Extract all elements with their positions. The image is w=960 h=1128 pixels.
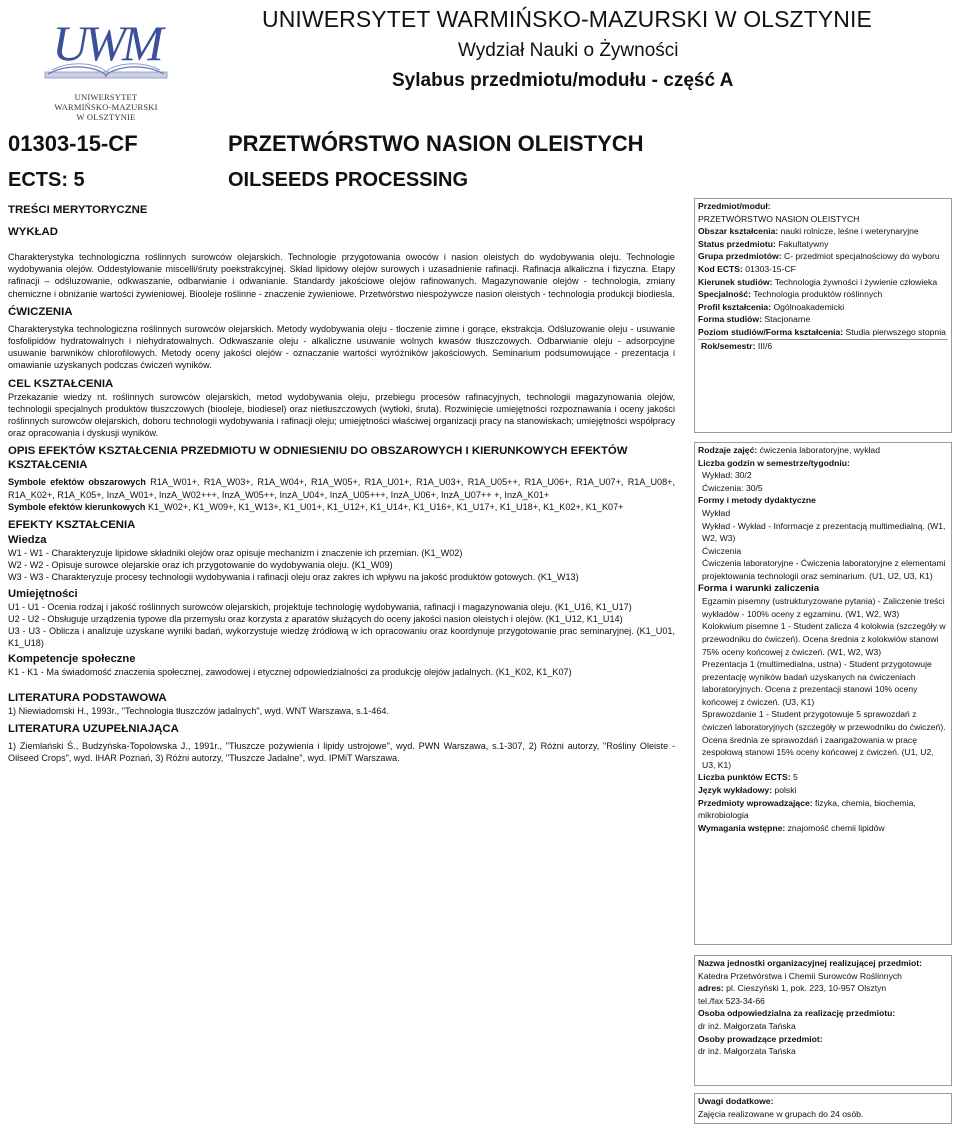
course-info-box <box>694 198 952 433</box>
forma-studiow-label: Forma studiów: <box>698 314 762 325</box>
wyklad-heading: WYKŁAD <box>8 226 58 238</box>
forma-studiow-value: Stacjonarne <box>761 314 811 325</box>
cwiczenia-heading: ĆWICZENIA <box>8 305 73 318</box>
cel-heading: CEL KSZTAŁCENIA <box>8 377 114 390</box>
ects-points-label: Liczba punktów ECTS: <box>698 772 791 783</box>
ects-points: ECTS: 5 <box>8 169 85 191</box>
course-code: 01303-15-CF <box>8 131 138 156</box>
main-content <box>8 203 675 764</box>
specjalnosc-label: Specjalność: <box>698 289 752 300</box>
kod-ects-value: 01303-15-CF <box>742 263 796 274</box>
ects-points-value: 5 <box>790 772 798 783</box>
formy-line: Ćwiczenia laboratoryjne - Ćwiczenia laboratoryjne z elementami projektowania technologii oraz seminarium. (U1, U2, U3, K1) <box>702 558 946 581</box>
symbole-obszarowych-text: R1A_W01+, R1A_W03+, R1A_W04+, R1A_W05+, R1A_U01+, R1A_U03+, R1A_U05++, R1A_U06+, R1A_U07+, R1A_U08+, R1A_K02+, R1A_K05+, InzA_W01+, InzA_W02+++, InzA_W05++, InzA_U04+, InzA_U05+++, InzA_U06+, InzA_U07++ +, InzA_K01+ <box>8 477 676 500</box>
symbole-obszarowych-label: Symbole efektów obszarowych <box>8 477 146 488</box>
jezyk-label: Język wykładowy: <box>698 785 773 796</box>
logo-line-1: UNIWERSYTET <box>74 92 138 102</box>
tresci-heading: TREŚCI MERYTORYCZNE <box>8 204 148 216</box>
odpowiedzialna-value: dr inż. Małgorzata Tańska <box>698 1020 796 1031</box>
wiedza-heading: Wiedza <box>8 534 47 547</box>
course-title-en: OILSEEDS PROCESSING <box>228 169 469 191</box>
formy-line: Wykład - Wykład - Informacje z prezentacją multimedialną. (W1, W2, W3) <box>702 520 946 544</box>
poziom-label: Poziom studiów/Forma kształcenia: <box>698 326 844 337</box>
rok-semestr-label: Rok/semestr: <box>701 340 756 351</box>
efekty-heading: EFEKTY KSZTAŁCENIA <box>8 519 136 532</box>
przedmiot-label: Przedmiot/moduł: <box>698 201 771 211</box>
kierunek-label: Kierunek studiów: <box>698 276 773 287</box>
kompetencje-heading: Kompetencje społeczne <box>8 653 136 666</box>
additional-notes-box <box>694 1093 952 1124</box>
wprowadzajace-value: fizyka, chemia, biochemia, mikrobiologia <box>698 797 916 821</box>
zaliczenie-line: Prezentacja 1 (multimedialna, ustna) - Student przygotowuje prezentację wyników badań uzyskanych na ćwiczeniach laboratoryjnych. Ocena z prezentacji stanowi 10% oceny końcowej z ćwiczeń. (U3, K1) <box>702 659 932 707</box>
cwiczenia-hours: Ćwiczenia: 30/5 <box>702 482 763 493</box>
formy-line: Ćwiczenia <box>702 545 742 556</box>
jednostka-label: Nazwa jednostki organizacyjnej realizującej przedmiot: <box>698 958 922 968</box>
wymagania-value: znajomość chemii lipidów <box>785 822 885 833</box>
status-value: Fakultatywny <box>775 238 829 249</box>
grupa-value: C- przedmiot specjalnościowy do wyboru <box>781 251 940 262</box>
course-organization-box <box>694 442 952 945</box>
umiejetnosci-item: U3 - U3 - Oblicza i analizuje uzyskane wyniki badań, wykorzystuje wiedzę źródłową w ich opracowaniu oraz koordynuje przygotowanie prac seminaryjnej. (K1_U01, K1_U18) <box>8 626 675 649</box>
profil-value: Ogólnoakademicki <box>771 301 845 312</box>
umiejetnosci-heading: Umiejętności <box>8 587 78 600</box>
profil-label: Profil kształcenia: <box>698 301 772 312</box>
prowadzace-value: dr inż. Małgorzata Tańska <box>698 1046 796 1057</box>
kierunek-value: Technologia żywności i żywienie człowieka <box>772 276 938 287</box>
zaliczenie-line: Sprawozdanie 1 - Student przygotowuje 5 sprawozdań z ćwiczeń laboratoryjnych (szczegóły w przewodniku do ćwiczeń). Ocena średnia ze sprawozdań i zaangażowania w pracę zespołową stanowi 15% oceny końcowej z ćwiczeń. (U1, U2, U3, K1) <box>702 709 946 770</box>
literatura-podstawowa-heading: LITERATURA PODSTAWOWA <box>8 691 167 704</box>
odpowiedzialna-label: Osoba odpowiedzialna za realizację przedmiotu: <box>698 1008 896 1019</box>
formy-line: Wykład <box>702 507 731 518</box>
jezyk-value: polski <box>772 785 797 796</box>
poziom-value: Studia pierwszego stopnia <box>843 326 946 337</box>
university-name: UNIWERSYTET WARMIŃSKO-MAZURSKI W OLSZTYNIE <box>262 6 872 32</box>
course-title-pl: PRZETWÓRSTWO NASION OLEISTYCH <box>228 131 644 156</box>
grupa-label: Grupa przedmiotów: <box>698 251 782 262</box>
literatura-podstawowa-text: 1) Niewiadomski H., 1993r., "Technologia tłuszczów jadalnych", wyd. WNT Warszawa, s.1-464. <box>8 705 389 716</box>
kod-ects-label: Kod ECTS: <box>698 263 743 274</box>
syllabus-title: Sylabus przedmiotu/modułu - część A <box>392 70 734 91</box>
opis-heading: OPIS EFEKTÓW KSZTAŁCENIA PRZEDMIOTU W ODNIESIENIU DO OBSZAROWYCH I KIERUNKOWYCH EFEKTÓW KSZTAŁCENIA <box>8 445 628 472</box>
adres-value: pl. Cieszyński 1, pok. 223, 10-957 Olsztyn <box>723 983 887 994</box>
literatura-uzupelniajaca-heading: LITERATURA UZUPEŁNIAJĄCA <box>8 722 179 735</box>
svg-text:UWM: UWM <box>52 15 160 71</box>
adres-label: adres: <box>698 983 724 994</box>
wymagania-label: Wymagania wstępne: <box>698 822 786 833</box>
kompetencje-item: K1 - K1 - Ma świadomość znaczenia społecznej, zawodowej i etycznej odpowiedzialności za produkcję olejów jadalnych. (K1_K02, K1_K07) <box>8 667 572 678</box>
uwm-emblem-icon <box>44 4 168 90</box>
uwagi-label: Uwagi dodatkowe: <box>698 1096 774 1106</box>
zaliczenie-label: Forma i warunki zaliczenia <box>698 582 820 594</box>
university-logo <box>44 4 168 122</box>
umiejetnosci-item: U1 - U1 - Ocenia rodzaj i jakość roślinnych surowców olejarskich, projektuje technologię wydobywania, rafinacji i magazynowania oleju. (K1_U16, K1_U17) <box>8 601 632 612</box>
formy-label: Formy i metody dydaktyczne <box>698 495 816 506</box>
wyklad-text: Charakterystyka technologiczna roślinnych surowców olejarskich. Technologie przygotowania owoców i nasion oleistych do wydobywania oleju. Technologie wydobywania olejów. Oddestylowanie miscelli/śruty poekstrakcyjnej. Skład lipidowy olejów surowych i uzasadnienie rafinacji. Rafinacja alkaliczna i fizyczna. Etapy rafinacji – odśluzowanie, odkwaszanie, odbarwianie i odwanianie. Standardy jakościowe olejów rafinowanych. Magazynowanie olejów - technologia, zmiany chemiczne i obniżanie wartości żywieniowej. Biooleje roślinne - znaczenie żywieniowe. Przetwórstwo niespożywcze nasion oleistych - technologia produkcji biodiesla. <box>8 252 675 299</box>
zaliczenie-line: Kolokwium pisemne 1 - Student zalicza 4 kolokwia (szczegóły w przewodniku do ćwiczeń). Ocena średnia z kolokwiów stanowi 75% oceny końcowej z ćwiczeń. (W1, W2, W3) <box>702 621 946 657</box>
wiedza-item: W3 - W3 - Charakteryzuje procesy technologii wydobywania i rafinacji oleju oraz zakres ich wpływu na jakość produktów gotowych. (K1_W13) <box>8 572 579 583</box>
cwiczenia-text: Charakterystyka technologiczna roślinnych surowców olejarskich. Metody wydobywania oleju - tłoczenie zimne i gorące, ekstrakcja. Odśluzowanie oleju - usuwanie fosfolipidów hydratowalnych i niehydratowalnych. Odkwaszanie oleju - alkaliczne usuwanie wolnych kwasów tłuszczowych. Odbarwianie oleju - adsorpcyjne usuwanie barwników chlorofilowych. Metody oceny jakości olejów - oznaczanie wartości wyróżników jakościowych. Seminarium podsumowujące - prezentacja i omawianie uzyskanych podczas ćwiczeń wyników. <box>8 323 675 371</box>
status-label: Status przedmiotu: <box>698 238 776 249</box>
cel-text: Przekazanie wiedzy nt. roślinnych surowców olejarskich, metod wydobywania oleju, przebiegu procesów rafinacyjnych, technologii magazynowania olejów, technologii specjalnych produktów tłuszczowych (biooleje, biodiesel) oraz nietłuszczowych (wytłoki, śruta). Rozwinięcie umiejętności rozpoznawania i oceny jakości roślinnych surowców olejarskich, doboru technologii wydobywania i rafinacji oleju; umiejętności właściwej organizacji pracy na stanowiskach; umiejętności współpracy oraz opracowania i dyskusji wyników. <box>8 391 675 439</box>
zaliczenie-line: Egzamin pisemny (ustrukturyzowane pytania) - Zaliczenie treści wykładów - 100% oceny z egzaminu. (W1, W2, W3) <box>702 596 945 619</box>
wiedza-item: W1 - W1 - Charakteryzuje lipidowe składniki olejów oraz opisuje mechanizm i znaczenie ich przemian. (K1_W02) <box>8 548 463 559</box>
wyklad-hours: Wykład: 30/2 <box>702 470 752 481</box>
rodzaje-value: ćwiczenia laboratoryjne, wykład <box>757 445 880 455</box>
faculty-name: Wydział Nauki o Żywności <box>458 40 679 61</box>
specjalnosc-value: Technologia produktów roślinnych <box>751 289 883 300</box>
logo-line-2: WARMIŃSKO-MAZURSKI <box>54 102 158 112</box>
symbole-kierunkowych-label: Symbole efektów kierunkowych <box>8 501 146 512</box>
umiejetnosci-item: U2 - U2 - Obsługuje urządzenia typowe dla przemysłu oraz korzysta z aparatów służących do oceny jakości nasion oleistych i olejów. (K1_U12, K1_U14) <box>8 613 623 624</box>
wiedza-item: W2 - W2 - Opisuje surowce olejarskie oraz ich przygotowanie do wydobywania oleju. (K1_W09) <box>8 560 393 571</box>
przedmiot-value: PRZETWÓRSTWO NASION OLEISTYCH <box>698 213 860 224</box>
wprowadzajace-label: Przedmioty wprowadzające: <box>698 797 813 808</box>
rodzaje-label: Rodzaje zajęć: <box>698 445 758 455</box>
jednostka-value: Katedra Przetwórstwa i Chemii Surowców Roślinnych <box>698 970 902 981</box>
obszar-value: nauki rolnicze, leśne i weterynaryjne <box>778 226 919 237</box>
tel-value: tel./fax 523-34-66 <box>698 995 765 1006</box>
logo-line-3: W OLSZTYNIE <box>76 112 136 122</box>
uwagi-value: Zajęcia realizowane w grupach do 24 osób. <box>698 1108 864 1119</box>
prowadzace-label: Osoby prowadzące przedmiot: <box>698 1033 823 1044</box>
liczba-godzin-label: Liczba godzin w semestrze/tygodniu: <box>698 457 850 468</box>
rok-semestr-value: III/6 <box>755 340 773 351</box>
literatura-uzupelniajaca-text: 1) Ziemlański Ś., Budzyńska-Topolowska J., 1991r., "Tłuszcze pożywienia i lipidy ustrojowe", wyd. PWN Warszawa, s.1-307, 2) Różni autorzy, "Rośliny Oleiste - Oilseed Crops", wyd. IHAR Poznań, 3) Różni autorzy, "Tłuszcze Jadalne", wyd. IPMiT Warszawa. <box>8 740 675 764</box>
obszar-label: Obszar kształcenia: <box>698 226 779 237</box>
organizational-unit-box <box>694 955 952 1086</box>
symbole-kierunkowych-text: K1_W02+, K1_W09+, K1_W13+, K1_U01+, K1_U12+, K1_U14+, K1_U16+, K1_U17+, K1_U18+, K1_K02+, K1_K07+ <box>145 501 624 512</box>
